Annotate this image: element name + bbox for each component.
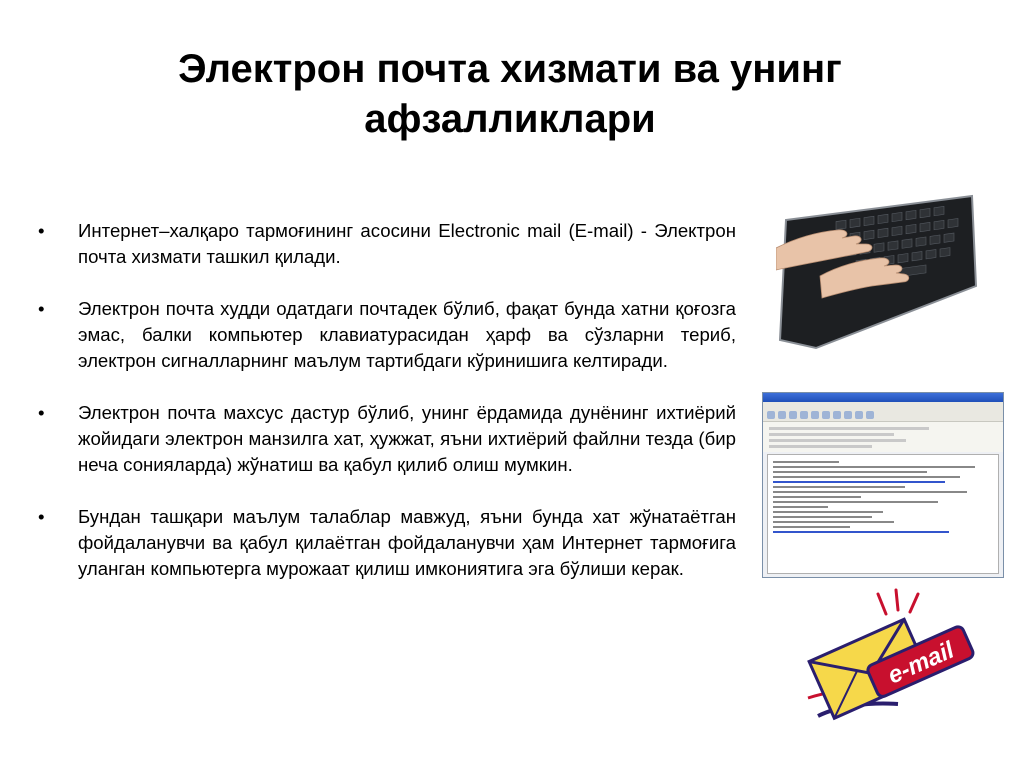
bullet-text: Электрон почта махсус дастур бўлиб, унинг ёрдамида дунёнинг ихтиёрий жойидаги электрон манзилга хат, ҳужжат, яъни ихтиёрий файлни тезда (бир неча сонияларда) жўнатиш ва қабул қилиб олиш мумкин.: [78, 402, 736, 475]
toolbar-icon: [800, 411, 808, 419]
bullet-text: Электрон почта худди одатдаги почтадек бўлиб, фақат бунда хатни қоғозга эмас, балки компьютер клавиатурасидан ҳарф ва сўзларни териб, электрон сигналларнинг маълум тартибдаги кўринишига келтиради.: [78, 298, 736, 371]
window-menu-bar: [763, 402, 1003, 409]
title-line-1: Электрон почта хизмати ва унинг: [178, 47, 842, 91]
toolbar-icon: [833, 411, 841, 419]
toolbar-icon: [767, 411, 775, 419]
email-window: [762, 392, 1004, 578]
bullet-item: [36, 296, 736, 374]
message-header: [763, 422, 1003, 452]
title-line-2: афзалликлари: [364, 97, 656, 141]
bullet-item: [36, 504, 736, 582]
toolbar-icon: [789, 411, 797, 419]
email-client-screenshot: [762, 392, 1004, 578]
bullet-text: Бундан ташқари маълум талаблар мавжуд, яъни бунда хат жўнатаётган фойдаланувчи ва қабул қилаётган фойдаланувчи ҳам Интернет тармоғига уланган компьютерга мурожаат қилиш имкониятига эга бўлиши керак.: [78, 506, 736, 579]
bullet-list: [36, 218, 736, 608]
bullet-marker: •: [38, 402, 45, 423]
bullet-marker: •: [38, 298, 45, 319]
bullet-marker: •: [38, 220, 45, 241]
toolbar-icon: [811, 411, 819, 419]
bullet-item: [36, 218, 736, 270]
email-logo-graphic: [798, 586, 976, 736]
keyboard-image: [776, 190, 978, 350]
message-body: [767, 454, 999, 574]
keyboard-illustration: [776, 190, 978, 350]
window-title-bar: [763, 393, 1003, 402]
toolbar-icon: [844, 411, 852, 419]
window-toolbar: [763, 409, 1003, 422]
email-logo: [798, 586, 976, 736]
slide-title: [100, 44, 920, 144]
toolbar-icon: [866, 411, 874, 419]
bullet-marker: •: [38, 506, 45, 527]
toolbar-icon: [855, 411, 863, 419]
toolbar-icon: [822, 411, 830, 419]
bullet-text: Интернет–халқаро тармоғининг асосини Electronic mail (E-mail) - Электрон почта хизмати ташкил қилади.: [78, 220, 736, 267]
bullet-item: [36, 400, 736, 478]
toolbar-icon: [778, 411, 786, 419]
email-logo-text: e-mail: [883, 636, 959, 690]
